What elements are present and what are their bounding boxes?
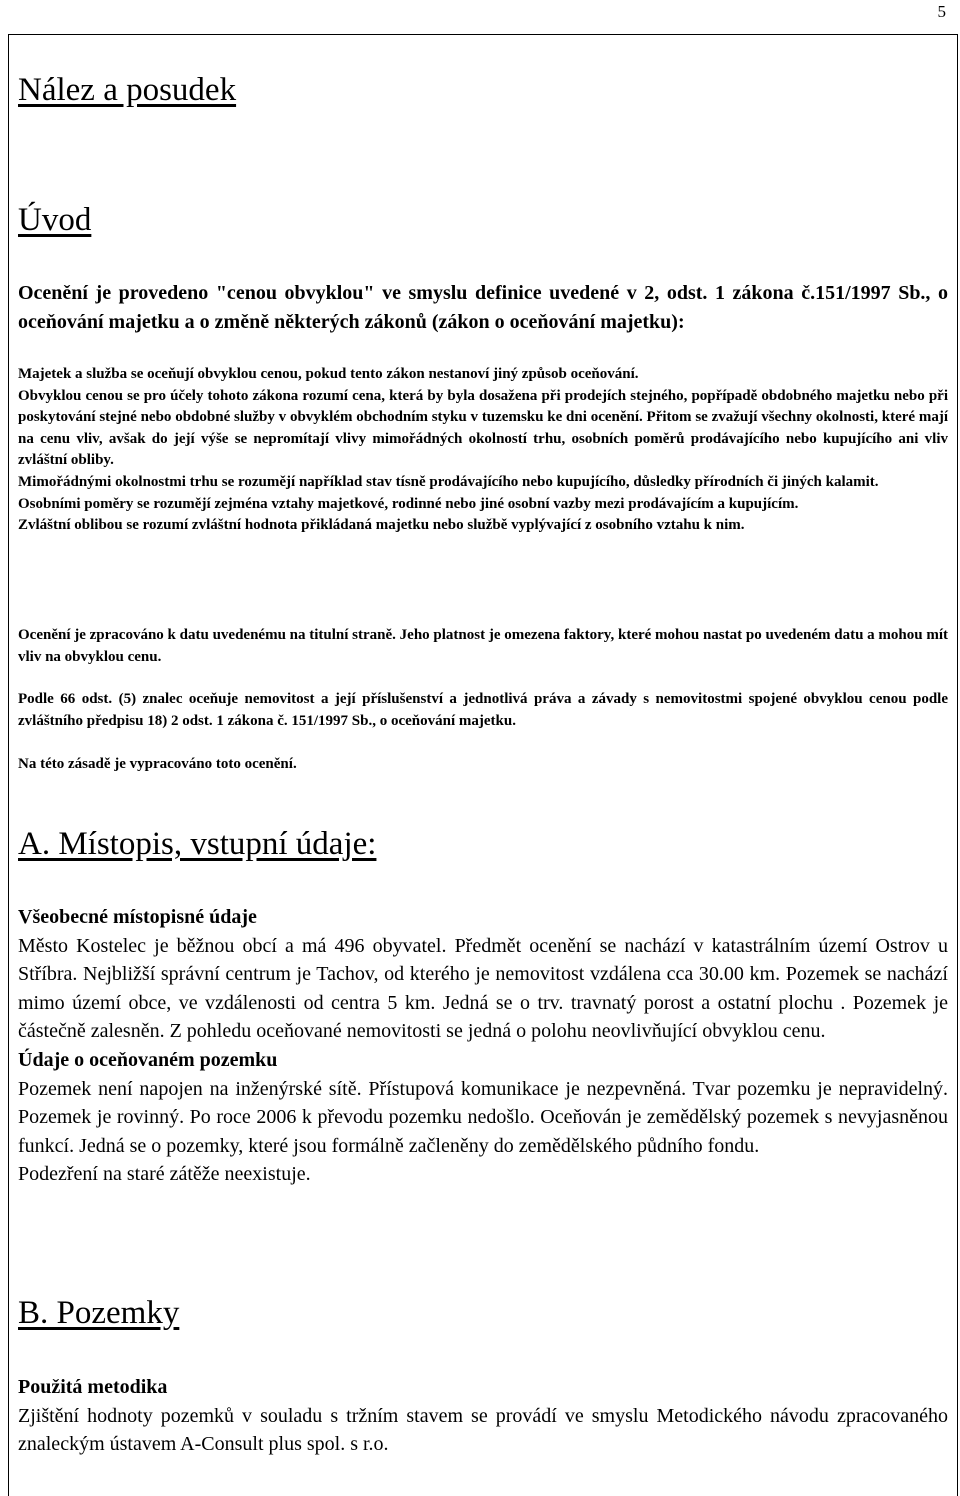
pozemky-section xyxy=(18,1373,948,1459)
land-text: Pozemek není napojen na inženýrské sítě. Přístupová komunikace je nezpevněná. Tvar pozemku je nepravidelný. Pozemek je rovinný. Po roce 2006 k převodu pozemku nedošlo. Oceňován je zemědělský pozemek s nevyjasněnou funkcí. Jedná se o pozemky, které jsou formálně začleněny do zemědělského půdního fondu. xyxy=(18,1077,948,1157)
heading-mistopis: A. Místopis, vstupní údaje: xyxy=(18,826,377,862)
validity-paragraph: Ocenění je zpracováno k datu uvedenému na titulní straně. Jeho platnost je omezena faktory, které mohou nastat po uvedeném datu a mohou mít vliv na obvyklou cenu. xyxy=(18,627,948,665)
principle-line: Na této zásadě je vypracováno toto ocenění. xyxy=(18,756,297,772)
page-number: 5 xyxy=(937,2,946,21)
method-text: Zjištění hodnoty pozemků v souladu s tržním stavem se provádí ve smyslu Metodického návodu zpracovaného znaleckým ústavem A-Consult plus spol. s r.o. xyxy=(18,1404,948,1456)
mistopis-section xyxy=(18,903,948,1189)
heading-uvod: Úvod xyxy=(18,202,92,238)
land-heading: Údaje o oceňovaném pozemku xyxy=(18,1048,278,1071)
law-quote-line: Obvyklou cenou se pro účely tohoto zákona rozumí cena, která by byla dosažena při prodejích stejného, popřípadě obdobného majetku nebo při poskytování stejné nebo obdobné služby v obvyklém obchodním styku v tuzemsku ke dni ocenění. Přitom se zvažují všechny okolnosti, které mají na cenu vliv, avšak do její výše se nepromítají vlivy mimořádných okolností trhu, osobních poměrů prodávajícího nebo kupujícího ani vliv zvláštní obliby. xyxy=(18,387,948,469)
general-heading: Všeobecné místopisné údaje xyxy=(18,906,257,928)
law-quote xyxy=(18,364,948,537)
law-quote-line: Majetek a služba se oceňují obvyklou cenou, pokud tento zákon nestanoví jiný způsob oceňování. xyxy=(18,366,639,382)
law-quote-line: Zvláštní oblibou se rozumí zvláštní hodnota přikládaná majetku nebo službě vyplývající z osobního vztahu k nim. xyxy=(18,517,745,534)
law-quote-line: Osobními poměry se rozumějí zejména vztahy majetkové, rodinné nebo jiné osobní vazby mezi prodávajícím a kupujícím. xyxy=(18,495,799,512)
intro-paragraph: Ocenění je provedeno "cenou obvyklou" ve smyslu definice uvedené v 2, odst. 1 zákona č.151/1997 Sb., o oceňování majetku a o změně některých zákonů (zákon o oceňování majetku): xyxy=(18,282,948,333)
general-text: Město Kostelec je běžnou obcí a má 496 obyvatel. Předmět ocenění se nachází v katastrálním území Ostrov u Stříbra. Nejbližší správní centrum je Tachov, od kterého je nemovitost vzdálena cca 30.00 km. Pozemek se nachází mimo území obce, ve vzdálenosti od centra 5 km. Jedná se o trv. travnatý porost a ostatní plochu . Pozemek je částečně zalesněn. Z pohledu oceňované nemovitosti se jedná o polohu neovlivňující obvyklou cenu. xyxy=(18,934,948,1043)
burden-text: Podezření na staré zátěže neexistuje. xyxy=(18,1163,311,1186)
heading-pozemky: B. Pozemky xyxy=(18,1295,180,1331)
method-heading: Použitá metodika xyxy=(18,1376,168,1398)
law-quote-line: Mimořádnými okolnostmi trhu se rozumějí například stav tísně prodávajícího nebo kupujícího, důsledky přírodních či jiných kalamit. xyxy=(18,473,879,490)
heading-nalez: Nález a posudek xyxy=(18,72,237,108)
paragraph-66: Podle 66 odst. (5) znalec oceňuje nemovitost a její příslušenství a jednotlivá práva a závady s nemovitostmi spojené obvyklou cenou podle zvláštního předpisu 18) 2 odst. 1 zákona č. 151/1997 Sb., o oceňování majetku. xyxy=(18,691,948,729)
